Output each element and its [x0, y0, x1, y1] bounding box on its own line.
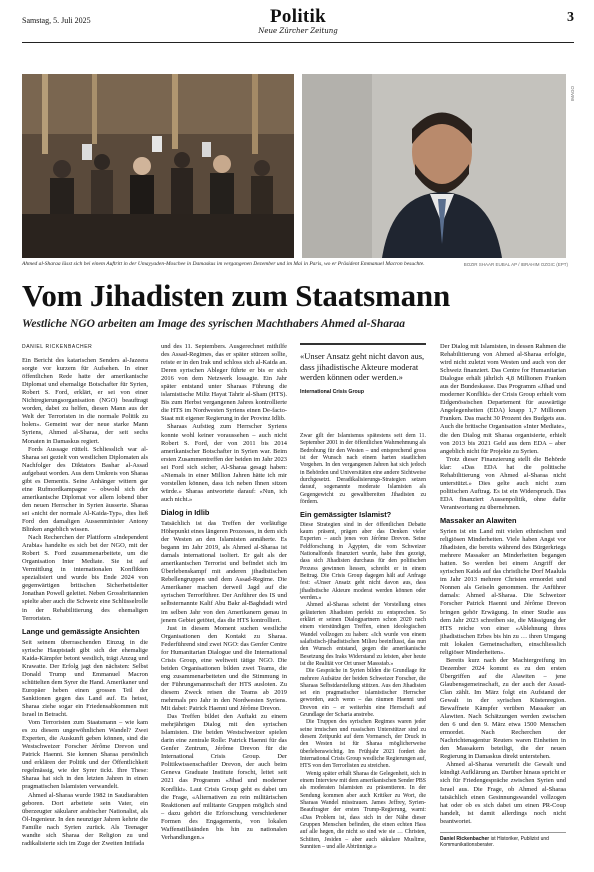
- pull-quote-text: «Unser Ansatz geht nicht davon aus, dass jihadistische Akteure moderat werden können oder werden.»: [300, 351, 425, 382]
- newspaper-name: Neue Zürcher Zeitung: [258, 27, 338, 35]
- photo-credit-vertical: IMAGO: [570, 86, 575, 102]
- paragraph: Seit seinem überraschenden Einzug in die syrische Hauptstadt gibt sich der ehemalige Kaida-Kämpfer betont westlich, trägt Anzug und Krawatte. Der Erfolg jagt den nächsten: Selbst Donald Trump und Emmanuel Macron schüttelten dem Syrer die Hand. Amerikaner und Europäer heben einen grossen Teil der Sanktionen gegen das Land auf. Es heisst, Sharaa ziehe sogar ein Friedensabkommen mit Israel in Betracht.: [22, 638, 148, 719]
- subheading: Massaker an Alawiten: [440, 515, 517, 525]
- paragraph: Die Gespräche in Syrien bilden die Grundlage für mehrere Aufsätze der beiden Schweizer Forscher, die Sharaas Selbstdarstellung stützen. Aus den Jihadisten sei ein pragmatischer islamistischer Herrscher geworden, auch wenn – das räumen Haenni und Drevon ein – er weiterhin eine Herrschaft auf Grundlage der Scharia anstrebe.: [300, 668, 426, 719]
- paragraph: Ahmed al-Sharaa wurde 1982 in Saudiarabien geboren. Dort arbeitete sein Vater, ein überzeugter säkularer arabischer Nationalist, als Öl-Ingenieur. In den neunziger Jahren kehrte die Familie nach Syrien zurück. Als Teenager wandte sich Sharaa der Religion zu und radikalisierte sich im Zuge der Zweiten Intifada: [22, 791, 148, 847]
- paragraph: Die Truppen des syrischen Regimes waren jeder seine irmischen und russischen Unterstützer sind zu diesem Zeitpunkt auf dem Vormarsch, der Druck in den Westen ist für Sharaa möglicherweise überlebenswichtig. Im Frühjahr 2021 fordert die International Crisis Group westliche Regierungen auf, HTS von den Terrorlisten zu streichen.: [300, 719, 426, 770]
- photo-caption: Ahmed al-Sharaa lässt sich bei einem Auftritt in der Umayyaden-Moschee in Damaskus im vergangenen Dezember und im Mai in Paris, wo er Präsident Emmanuel Macron besuchte.: [22, 261, 425, 267]
- author-byline: DANIEL RICKENBACHER: [22, 344, 93, 350]
- column-3: [300, 343, 426, 405]
- paragraph: Ahmed al-Sharaa verurteilt die Gewalt und kündigt Aufklärung an. Darüber hinaus spricht er sich für Friedengespräche zwischen Syrien und Israel aus. Die Frage, ob Ahmed al-Sharaa tatsächlich einen Gesinnungswandel vollzogen hat oder ob es sich dabei um einen PR-Coup handelt, ist damit allerdings noch nicht beantwortet.: [440, 761, 566, 825]
- paragraph: Vom Terroristen zum Staatsmann – wie kam es zu diesem ungewöhnlichen Wandel? Zwei Experten, die Auskunft geben können, sind die Westschweizer Forscher Jérôme Drevon und Patrick Haenni. Sie kennen Sharaa persönlich und erklären der Politik und der Öffentlichkeit regelmässig, wie der Syrer tickt. Ihre These: Sharaa hat sich in den letzten Jahren in einen pragmatischen Islamisten verwandelt.: [22, 719, 148, 791]
- paragraph: Diese Strategien sind in der öffentlichen Debatte kaum präsent, prägen aber das Denken vieler Experten – auch jenes von Jérôme Drevon. Seine Feldforschung in Ägypten, die vom Schweizer Nationalfonds finanziert wurde, habe ihm gezeigt, dass sich Jihadisten durchaus für den politischen Prozess gewinnen liessen, schreibt er in einem Beitrag. Die Crisis Group dagegen hält auf Anfrage fest: «Unser Ansatz geht nicht davon aus, dass jihadistische Akteure moderat werden können oder werden.»: [300, 521, 426, 601]
- paragraph: Nach Recherchen der Plattform «Independent Arabia» handelte es sich bei der NGO, mit der Robert S. Ford zusammenarbeitete, um die Organisation Inter Mediate. Sie ist auf Vermittlung in internationalen Konflikten spezialisiert und wurde bis Ende 2024 von gegenwärtigen britischen Sicherheitsleiter Jonathan Powell geleitet. Neben Grossbritannien spielte aber auch die Schweiz eine Schlüsselrolle in der Rehabilitierung des ehemaligen Terroristen.: [22, 534, 148, 622]
- paragraph: Ahmed al-Sharaa scheint der Vorstellung eines geläuterten Jihadisten perfekt zu entsprechen. So erklärt er seinen Dialogpartnern schon 2020 nach einem vierstündigen Treffen, einen ideologischen Wandel vollzogen zu haben: «Ich wurde von einem salafistisch-jihadistischen Milieu beeinflusst, das nun den Wunsch entstand, gegen die amerikanische Besetzung des Iraks Widerstand zu leisten, aber heute ist die Realität vor Ort unser Massstab.»: [300, 602, 426, 667]
- paragraph: Der Dialog mit Islamisten, in dessen Rahmen die Rehabilitierung von Ahmed al-Sharaa erfolgte, wird nicht zuletzt vom Westen und auch von der Schweiz finanziert. Das Centre for Humanitarian Dialogue erhält jährlich 4,8 Millionen Franken aus der Bundeskasse. Das Programm «Jihad und moderner Konflikt» der Crisis Group erhielt vom Eidgenössischen Departement für auswärtige Angelegenheiten (EDA) knapp 1,7 Millionen Franken. Das macht 30 Prozent des Budgets aus. Auch die britische Organisation «Inter Mediate», die den Dialog mit Sharaa organisierte, erhielt von 2013 bis 2021 Geld aus dem EDA – aber angeblich nicht für Projekte zu Syrien.: [440, 343, 567, 455]
- photo-credit: BOZIR SHAAR EUBAL AP / IBRAHIM OZGIC (EPT): [463, 262, 568, 267]
- subheading: Dialog in Idlib: [161, 507, 210, 517]
- paragraph: Bereits kurz nach der Machtergreifung im Dezember 2024 kommt es zu den ersten Übergriffen auf die Alawiten – jene Glaubensgemeinschaft, zu der auch der Assad-Clan zählt. Im März folgt ein Aufstand der Gewalt in der syrischen Küstenregion. Bewaffnete Kämpfer verüben Massaker an Alawiten. Nach Schätzungen werden zwischen den 6 und den 9. März etwa 1500 Menschen ermordet. Nach Recherchen der Nachrichtenagentur Reuters waren Einheiten in den Massakern beteiligt, die der neuen Regierung in Damaskus direkt unterstehen.: [440, 656, 566, 761]
- article-subheadline: Westliche NGO arbeiten am Image des syrischen Machthabers Ahmed al-Sharaa: [22, 318, 406, 330]
- author-bio: [440, 832, 566, 849]
- subheading: Lange und gemässigte Ansichten: [22, 626, 140, 636]
- pull-quote: [300, 343, 426, 397]
- paragraph: Tatsächlich ist das Treffen der vorläufige Höhepunkt eines längeren Prozesses, in dem sich der Westen an den Islamisten annäherte. Es begann im Jahr 2019, als Ahmed al-Sharaa ist damals international isoliert. Er galt als der amerikanischen Terrorist und befindet sich im Überlebenskampf mit anderen jihadistischen Rebellengruppen und dem Assad-Regime. Die Amerikaner machen derweil Jagd auf die syrischen Terrorführer. Der Anführer des IS und selbsternannte Kalif Abu Bakr al-Baghdadi wird im selben Jahr von den Amerikanern genau in jenem Gebiet getötet, das die HTS kontrolliert.: [161, 519, 287, 624]
- photo-mosque-crowd: [22, 74, 294, 258]
- column-4: [440, 343, 566, 849]
- paragraph: Ein Bericht des katarischen Senders al-Jazeera sorgte vor kurzem für Aufsehen. In einer öffentlichen Rede hatte der amerikanische Diplomat und ehemalige Botschafter für Syrien, Robert S. Ford, erklärt, er sei von einer Nichtregierungsorganisation (NGO) beauftragt worden, dabei zu helfen, diesen Mann aus der Welt der Terroristen in die normale Politik zu holen». Gemeint war der neue starke Mann Syriens, Ahmed al-Sharaa, der seit sechs Monaten in Damaskus regiert.: [22, 357, 148, 445]
- section-title: Politik: [270, 6, 326, 27]
- paragraph: Das Treffen bildet den Auftakt zu einem mehrjährigen Dialog mit den syrischen Islamisten. Die beiden Westschweizer spielen darin eine zentrale Rolle: Patrick Haenni für das Genfer Zentrum, Jérôme Drevon für die International Crisis Group. Der Politikwissenschaftler Drevon, der auch beim Geneva Graduate Institute forscht, leitet seit 2021 das Programm «Jihad und moderner Konflikt». Laut Crisis Group geht es dabei um die Frage, «Alternativen zu rein militärischen Reaktionen auf militante Gruppen möglich sind – dazu gehört die Erforschung verschiedener Formen des Engagements, von lokalen Waffenstillständen bis hin zu nationalen Verhandlungen.»: [161, 713, 287, 841]
- paragraph: Wenig später erhält Sharaa die Gelegenheit, sich in einem Interview mit dem amerikanischen Sender PBS als moderaten Islamisten zu präsentieren. In der Sendung kommen aber auch Kritiker zu Wort, die Sharaas Wandel misstrauen. James Jeffrey, Syrien-Beauftragter der ersten Trump-Regierung, warnt: «Das Problem ist, dass sich in der Nähe dieser Gruppen Menschen befinden, die einen echten Hass auf alle hegen, die nicht so sind wie sie … Christen, Schiiten, Jesiden – aber auch säkulare Muslime, Sunniten – und alle Abtrünnige.»: [300, 770, 426, 851]
- masthead-rule: [22, 42, 574, 43]
- paragraph: Trotz dieser Finanzierung stellt die Behörde klar: «Das EDA hat die politische Rehabilitierung von Ahmed al-Sharaa nicht unterstützt.» Dies gelte auch nicht zum politischen Auftrag. Es ist ein Widerspruch. Das EDA finanziert Aussenpolitik, ohne dafür Verantwortung zu übernehmen.: [440, 455, 566, 511]
- page-number: 3: [567, 10, 574, 25]
- paragraph: Syrien ist ein Land mit vielen ethnischen und religiösen Minderheiten. Viele haben Angst vor Jihadisten, die bereits während des Bürgerkriegs mehrere Massaker an Minderheiten begangen hatten. So werden bei einem Angriff der syrischen Kaida auf das christliche Dorf Maalula im Jahr 2013 mehrere Christen ermordet und Nonnen als Geiseln genommen. Ihr Anführer damals: Ahmed al-Sharaa. Die Schweizer Forscher Patrick Haenni und Jérôme Drevon bringen gehör Erwägung. In einer Studie aus dem Jahr 2023 schreiben sie, die Mässigung der HTS reiche von einer «Ablehnung ihres jihadistischen Erbes bis hin zu … ihren Umgang mit lokalen Gemeinschaften, einschliesslich religiöser Minderheiten».: [440, 528, 566, 656]
- issue-date: Samstag, 5. Juli 2025: [22, 16, 91, 25]
- pull-quote-source: International Crisis Group: [300, 388, 364, 395]
- subheading: Ein gemässigter Islamist?: [300, 510, 392, 520]
- column-2: [161, 343, 287, 842]
- article-headline: Vom Jihadisten zum Staatsmann: [22, 278, 450, 313]
- column-3-main: [300, 433, 426, 851]
- paragraph: und des 11. Septembers. Ausgerechnet mithilfe des Assad-Regimes, das er später stürzen sollte, reiste er in den Irak und schloss sich al-Kaida an. Deren syrischen Ableger führte er bis er sich 2016 von dem Netzwerk lossagte. Ein Jahr später entstand unter Sharaas Führung die islamistische Miliz Hayat Tahrir al-Sham (HTS). Bis zum Herbst vergangenen Jahres kontrollierte die HTS im Nordwesten Syriens einen De-facto-Staat mit eigener Regierung in der Provinz Idlib.: [161, 343, 287, 423]
- author-bio-text: ist Historiker, Publizist und Kommunikationsberater.: [440, 835, 549, 849]
- paragraph: Zwar gilt der Islamismus spätestens seit dem 11. September 2001 in der öffentlichen Wahrnehmung als Bedrohung für den Westen – und entsprechend gross ist der Wunsch nach einem harten staatlichen Vorgehen. In den vergangenen Jahren hat sich jedoch in Behörden und Universitäten eine andere Sichtweise durchgesetzt. Deradikalisierungs-Strategien setzen darauf, sogenannte moderate Islamisten als Gegengewicht zu gewaltbereiten Jihadisten zu fördern.: [300, 433, 426, 505]
- masthead: [22, 8, 574, 36]
- author-bio-name: Daniel Rickenbacher: [440, 835, 490, 842]
- column-1: [22, 343, 148, 848]
- paragraph: Sharaas Aufstieg zum Herrscher Syriens konnte wohl keiner voraussehen – auch nicht Robert S. Ford, der von 2011 bis 2014 amerikanischer Botschafter in Syrien war. Beim ersten Zusammentreffen der beiden im Jahr 2023 sei Ford sich sicher, Al-Sharaa gesagt haben: «Niemals in einer Million Jahren hätte ich mir vorstellen können, dass ich neben Ihnen sitzen würde.» Sharaa antwortete darauf: «Nun, ich auch nicht.»: [161, 423, 287, 503]
- photo-portrait: [302, 74, 566, 258]
- paragraph: Just in diesem Moment suchen westliche Organisationen den Kontakt zu Sharaa. Federführend sind zwei NGO: das Genfer Centre for Humanitarian Dialogue und die International Crisis Group, eine weltweit tätige NGO. Die beiden Organisationen bilden zwei Teams, die eng zusammenarbeiteten und die Stimmung in der Führungsmannschaft der HTS ausloten. Zu diesem Zweck reisen die Teams ab 2019 mehrmals pro Jahr in den Nordwesten Syriens. Mit dabei: Patrick Haenni und Jérôme Drevon.: [161, 624, 287, 713]
- paragraph: Fords Aussage rüttelt. Schliesslich war al-Sharaa sei gezielt von westlichen Diplomaten als Nachfolger des Diktators Bashar al-Assad aufgebaut worden. Aus dem Umkreis von Sharaa gibt es Dementis. Seine Anhänger wittern gar eine Rufmordkampagne – obwohl sich der amerikanische Diplomat vor allem lobend über den neuen Herrscher in Syrien äusserte. Sharaa sei «nicht der normale Al-Kaida-Typ», dies ließ Ford den damaligen Aussenminister Antony Blinken angeblich wissen.: [22, 445, 148, 534]
